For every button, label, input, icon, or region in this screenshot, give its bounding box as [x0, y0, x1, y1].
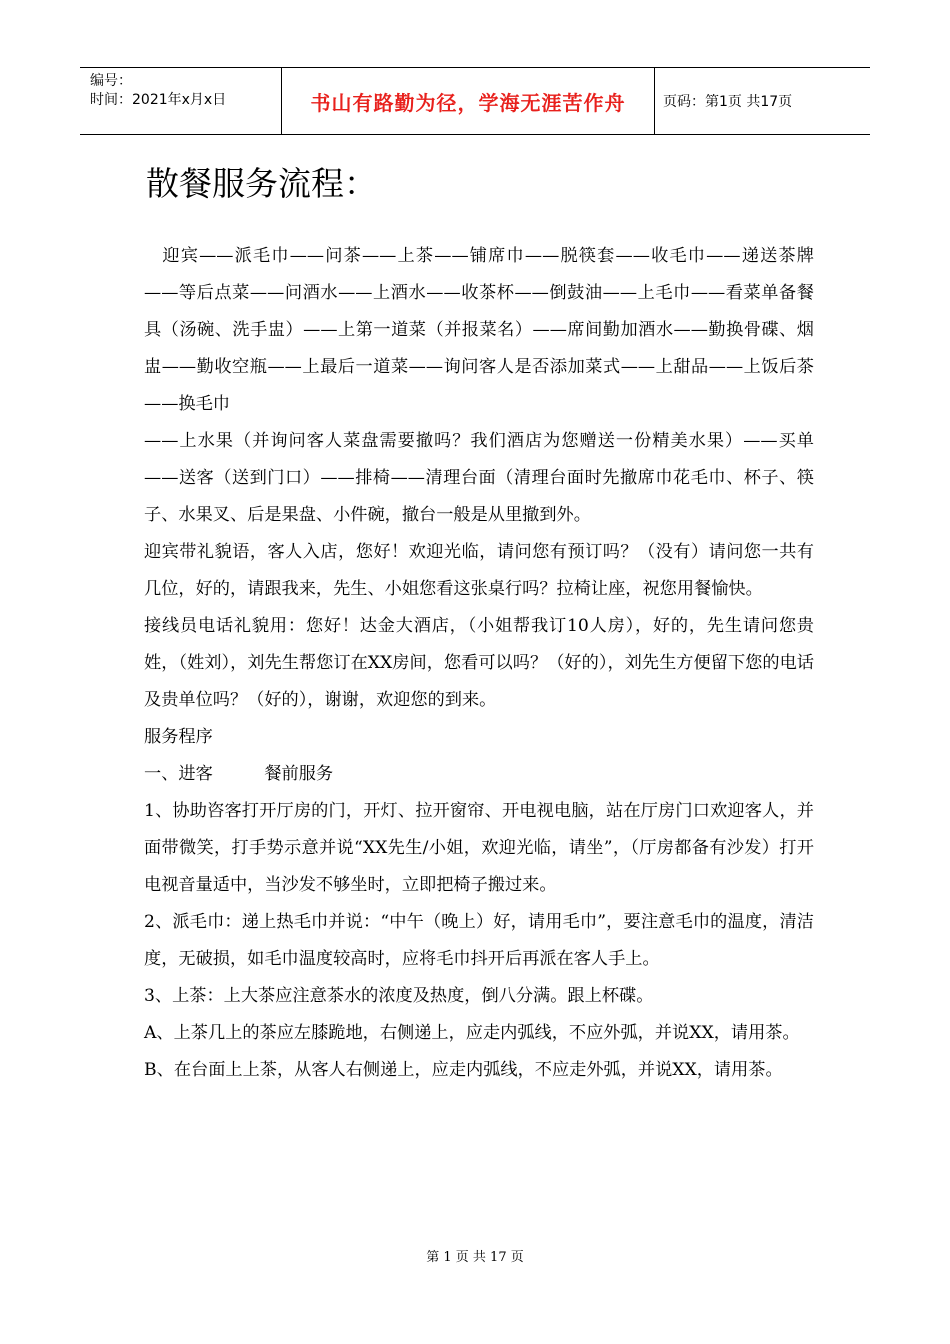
section-heading: 一、进客 餐前服务 — [144, 764, 334, 784]
paragraph: 迎宾带礼貌语，客人入店，您好！欢迎光临，请问您有预订吗？（没有）请问您一共有几位，好的，请跟我来，先生、小姐您看这张桌行吗？拉椅让座，祝您用餐愉快。 — [144, 542, 814, 599]
header-table — [80, 67, 870, 135]
paragraph: B、在台面上上茶，从客人右侧递上，应走内弧线，不应走外弧，并说XX，请用茶。 — [144, 1060, 783, 1080]
paragraph: 1、协助咨客打开厅房的门，开灯、拉开窗帘、开电视电脑，站在厅房门口欢迎客人，并面带微笑，打手势示意并说“XX先生/小姐，欢迎光临，请坐”，（厅房都备有沙发）打开电视音量适中，当沙发不够坐时，立即把椅子搬过来。 — [144, 801, 814, 895]
page-title: 散餐服务流程： — [146, 164, 377, 203]
paragraph: 3、上茶：上大茶应注意茶水的浓度及热度，倒八分满。跟上杯碟。 — [144, 986, 654, 1006]
paragraph: A、上茶几上的茶应左膝跪地，右侧递上，应走内弧线，不应外弧，并说XX，请用茶。 — [144, 1023, 800, 1043]
paragraph: ——上水果（并询问客人菜盘需要撤吗？我们酒店为您赠送一份精美水果）——买单——送客（送到门口）——排椅——清理台面（清理台面时先撤席巾花毛巾、杯子、筷子、水果叉、后是果盘、小件碗，撤台一般是从里撤到外。 — [144, 431, 814, 525]
header-page-info: 页码：第1页 共17页 — [663, 94, 793, 110]
paragraph: 接线员电话礼貌用：您好！达金大酒店，（小姐帮我订10人房），好的，先生请问您贵姓，（姓刘），刘先生帮您订在XX房间，您看可以吗？（好的），刘先生方便留下您的电话及贵单位吗？（好的），谢谢，欢迎您的到来。 — [144, 616, 814, 710]
header-page-cell — [655, 68, 870, 134]
header-motto: 书山有路勤为径，学海无涯苦作舟 — [310, 90, 626, 115]
page-footer: 第 1 页 共 17 页 — [426, 1250, 524, 1265]
paragraph: 2、派毛巾：递上热毛巾并说：“中午（晚上）好，请用毛巾”，要注意毛巾的温度，清洁度，无破损，如毛巾温度较高时，应将毛巾抖开后再派在客人手上。 — [144, 912, 814, 969]
document-time: 时间：2021年x月x日 — [90, 92, 227, 108]
document-number: 编号： — [90, 73, 132, 89]
document-body — [144, 238, 814, 1089]
section-heading: 服务程序 — [144, 727, 213, 747]
header-meta-cell — [80, 68, 282, 134]
header-motto-cell — [282, 68, 655, 134]
paragraph: 迎宾——派毛巾——问茶——上茶——铺席巾——脱筷套——收毛巾——递送茶牌——等后点菜——问酒水——上酒水——收茶杯——倒鼓油——上毛巾——看菜单备餐具（汤碗、洗手盅）——上第一道菜（并报菜名）——席间勤加酒水——勤换骨碟、烟盅——勤收空瓶——上最后一道菜——询问客人是否添加菜式——上甜品——上饭后茶——换毛巾 — [144, 246, 814, 414]
